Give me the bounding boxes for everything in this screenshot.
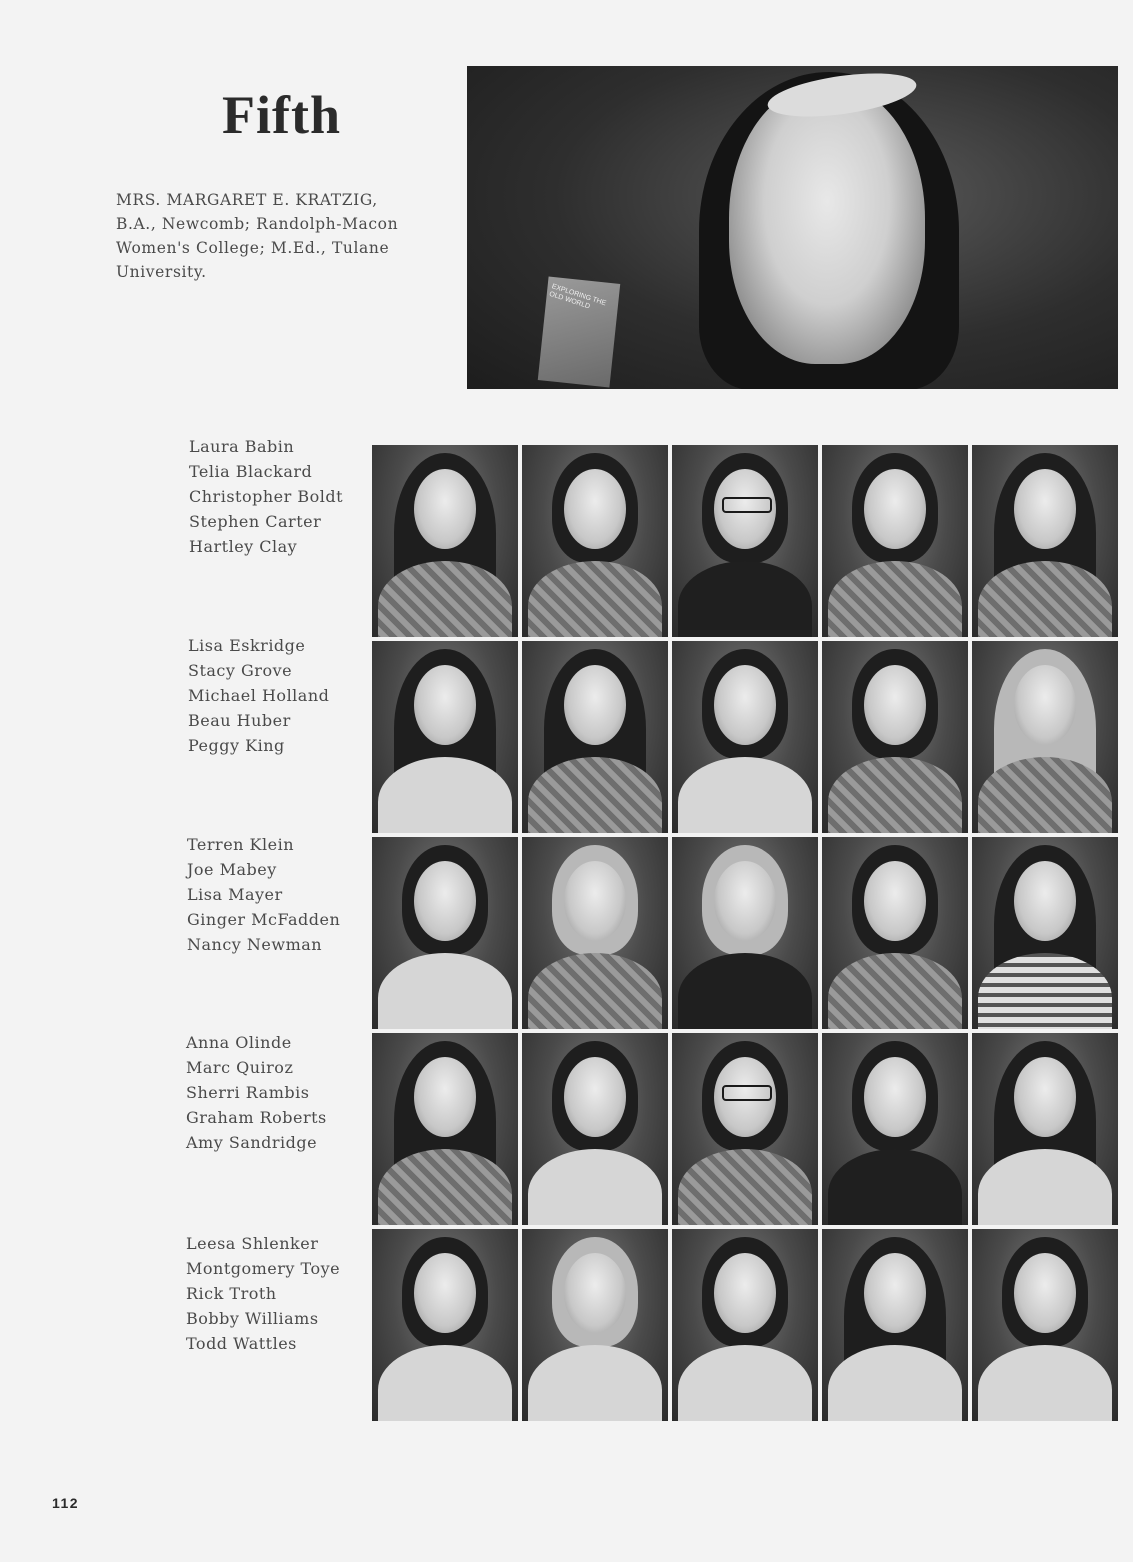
student-portrait — [372, 641, 518, 833]
name-list-row-4 — [186, 1030, 327, 1155]
student-portrait — [822, 445, 968, 637]
student-name: Rick Troth — [186, 1284, 277, 1303]
student-portrait — [972, 1033, 1118, 1225]
student-name: Leesa Shlenker — [186, 1234, 319, 1253]
student-name: Stacy Grove — [188, 661, 293, 680]
student-portrait — [672, 1033, 818, 1225]
student-name: Marc Quiroz — [186, 1058, 294, 1077]
page-number: 112 — [52, 1495, 80, 1511]
student-name: Beau Huber — [188, 711, 291, 730]
student-name: Todd Wattles — [186, 1334, 297, 1353]
student-portrait — [822, 1229, 968, 1421]
portrait-row — [372, 837, 1120, 1029]
portrait-row — [372, 445, 1120, 637]
portrait-row — [372, 1229, 1120, 1421]
student-portrait — [972, 641, 1118, 833]
student-name: Laura Babin — [189, 437, 295, 456]
student-name: Stephen Carter — [189, 512, 322, 531]
student-portrait — [672, 1229, 818, 1421]
student-portrait — [522, 837, 668, 1029]
book-label: EXPLORING THE OLD WORLD — [548, 283, 607, 311]
portrait-grid — [372, 445, 1120, 1425]
student-portrait — [822, 1033, 968, 1225]
student-portrait — [822, 837, 968, 1029]
student-name: Bobby Williams — [186, 1309, 319, 1328]
student-portrait — [672, 641, 818, 833]
student-name: Sherri Rambis — [186, 1083, 310, 1102]
student-portrait — [672, 445, 818, 637]
student-name: Christopher Boldt — [189, 487, 344, 506]
student-name: Graham Roberts — [186, 1108, 327, 1127]
student-portrait — [972, 837, 1118, 1029]
student-name: Nancy Newman — [187, 935, 323, 954]
student-name: Amy Sandridge — [186, 1133, 318, 1152]
student-name: Peggy King — [188, 736, 285, 755]
page-title: Fifth — [222, 85, 341, 145]
teacher-face — [729, 84, 925, 364]
student-portrait — [372, 1229, 518, 1421]
student-portrait — [822, 641, 968, 833]
student-portrait — [372, 837, 518, 1029]
student-portrait — [372, 445, 518, 637]
portrait-row — [372, 641, 1120, 833]
teacher-bio: MRS. MARGARET E. KRATZIG, B.A., Newcomb; Randolph-Macon Women's College; M.Ed., Tulane University. — [116, 191, 399, 281]
teacher-photo — [467, 66, 1118, 389]
student-portrait — [522, 445, 668, 637]
student-portrait — [522, 1033, 668, 1225]
student-name: Hartley Clay — [189, 537, 298, 556]
student-portrait — [522, 1229, 668, 1421]
student-portrait — [672, 837, 818, 1029]
student-portrait — [372, 1033, 518, 1225]
student-name: Ginger McFadden — [187, 910, 341, 929]
name-list-row-3 — [187, 832, 340, 957]
student-name: Joe Mabey — [187, 860, 277, 879]
student-name: Montgomery Toye — [186, 1259, 341, 1278]
name-list-row-2 — [188, 633, 329, 758]
student-name: Telia Blackard — [189, 462, 313, 481]
portrait-row — [372, 1033, 1120, 1225]
student-name: Lisa Mayer — [187, 885, 283, 904]
student-name: Anna Olinde — [186, 1033, 292, 1052]
name-list-row-1 — [189, 434, 343, 559]
name-list-row-5 — [186, 1231, 340, 1356]
student-name: Terren Klein — [187, 835, 295, 854]
student-portrait — [972, 1229, 1118, 1421]
student-name: Lisa Eskridge — [188, 636, 306, 655]
student-portrait — [522, 641, 668, 833]
student-name: Michael Holland — [188, 686, 330, 705]
student-portrait — [972, 445, 1118, 637]
